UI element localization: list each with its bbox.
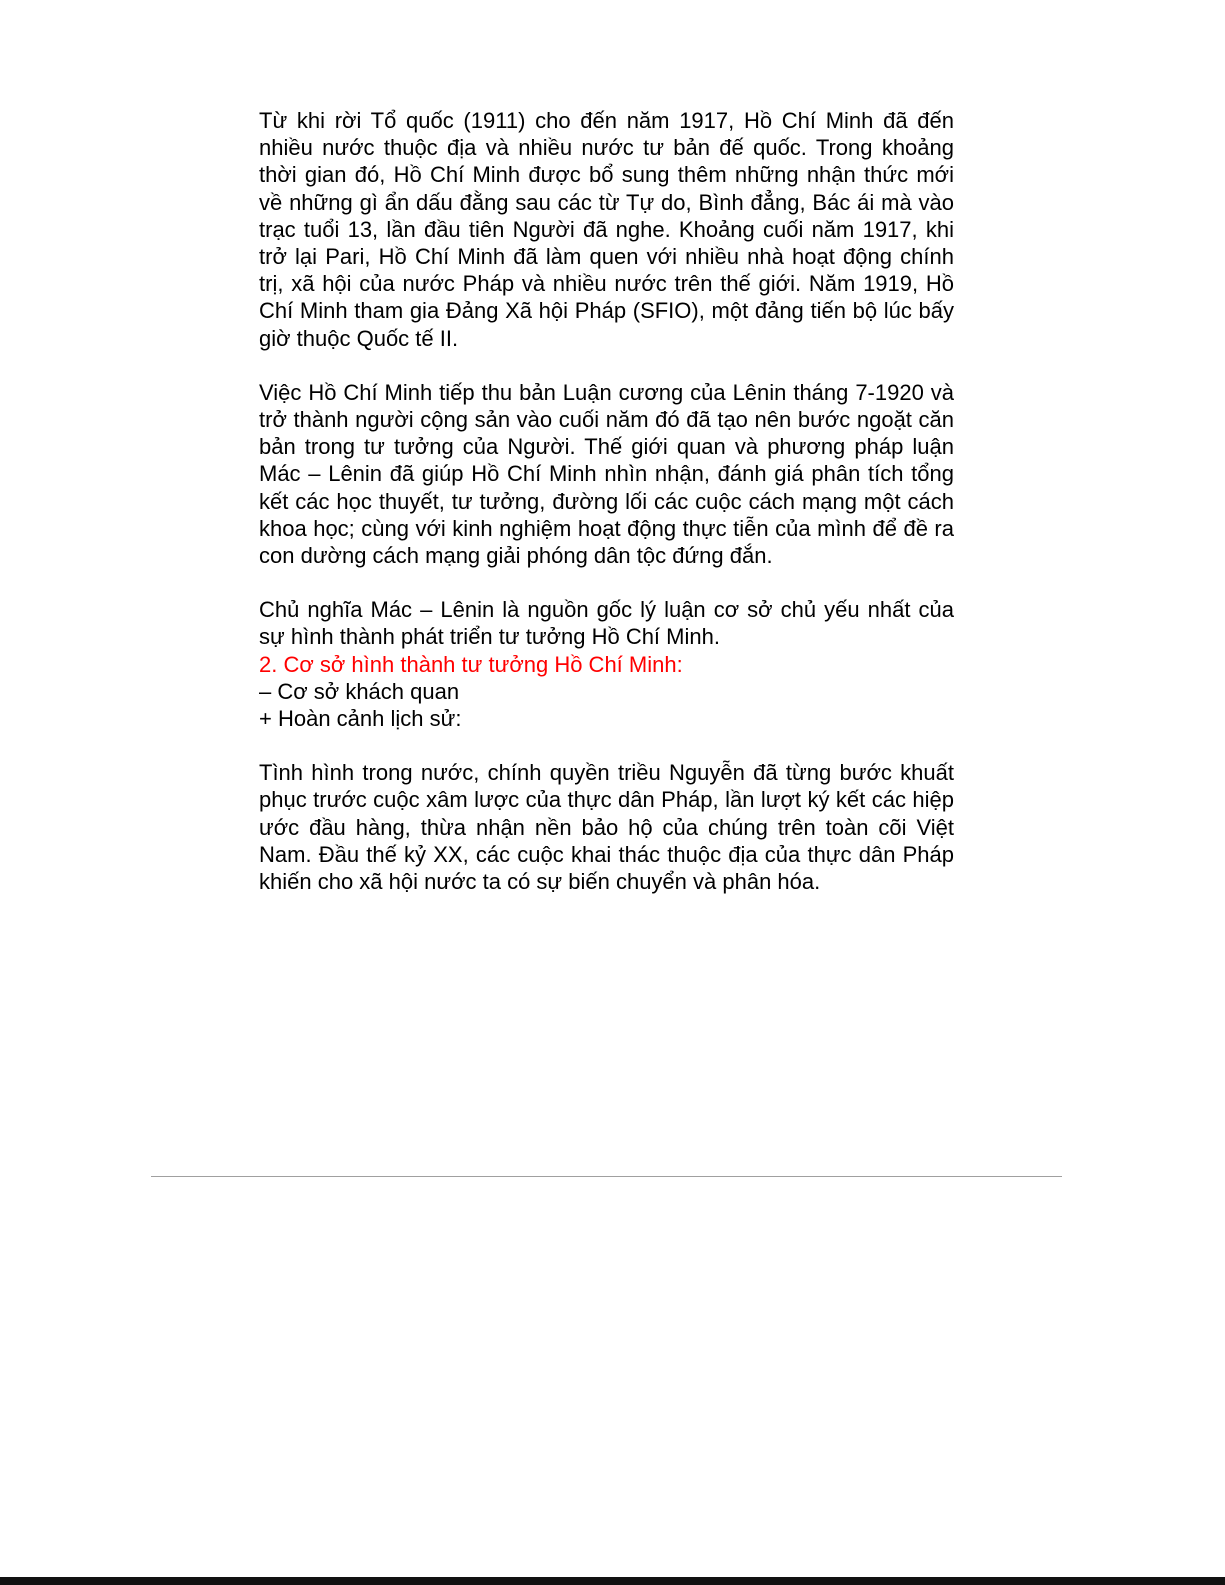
paragraph-3: Chủ nghĩa Mác – Lênin là nguồn gốc lý luận cơ sở chủ yếu nhất của sự hình thành phát triển tư tưởng Hồ Chí Minh. <box>259 597 954 650</box>
page-bottom-edge <box>0 1577 1225 1585</box>
document-body <box>259 107 954 895</box>
section-heading: 2. Cơ sở hình thành tư tưởng Hồ Chí Minh: <box>259 651 683 677</box>
paragraph-2: Việc Hồ Chí Minh tiếp thu bản Luận cương của Lênin tháng 7-1920 và trở thành người cộng sản vào cuối năm đó đã tạo nên bước ngoặt căn bản trong tư tưởng của Người. Thế giới quan và phương pháp luận Mác – Lênin đã giúp Hồ Chí Minh nhìn nhận, đánh giá phân tích tổng kết các học thuyết, tư tưởng, đường lối các cuộc cách mạng một cách khoa học; cùng với kinh nghiệm hoạt động thực tiễn của mình để đề ra con dường cách mạng giải phóng dân tộc đứng đắn. <box>259 379 954 569</box>
paragraph-4: Tình hình trong nước, chính quyền triều Nguyễn đã từng bước khuất phục trước cuộc xâm lược của thực dân Pháp, lần lượt ký kết các hiệp ước đầu hàng, thừa nhận nền bảo hộ của chúng trên toàn cõi Việt Nam. Đầu thế kỷ XX, các cuộc khai thác thuộc địa của thực dân Pháp khiến cho xã hội nước ta có sự biến chuyển và phân hóa. <box>259 760 954 895</box>
paragraph-1: Từ khi rời Tổ quốc (1911) cho đến năm 1917, Hồ Chí Minh đã đến nhiều nước thuộc địa và nhiều nước tư bản đế quốc. Trong khoảng thời gian đó, Hồ Chí Minh được bổ sung thêm những nhận thức mới về những gì ẩn dấu đằng sau các từ Tự do, Bình đẳng, Bác ái mà vào trạc tuổi 13, lần đầu tiên Người đã nghe. Khoảng cuối năm 1917, khi trở lại Pari, Hồ Chí Minh đã làm quen với nhiều nhà hoạt động chính trị, xã hội của nước Pháp và nhiều nước trên thế giới. Năm 1919, Hồ Chí Minh tham gia Đảng Xã hội Pháp (SFIO), một đảng tiến bộ lúc bấy giờ thuộc Quốc tế II. <box>259 108 954 351</box>
subheading-historical-context: + Hoàn cảnh lịch sử: <box>259 706 462 732</box>
page-divider <box>151 1176 1062 1177</box>
subheading-objective-basis: – Cơ sở khách quan <box>259 678 460 704</box>
